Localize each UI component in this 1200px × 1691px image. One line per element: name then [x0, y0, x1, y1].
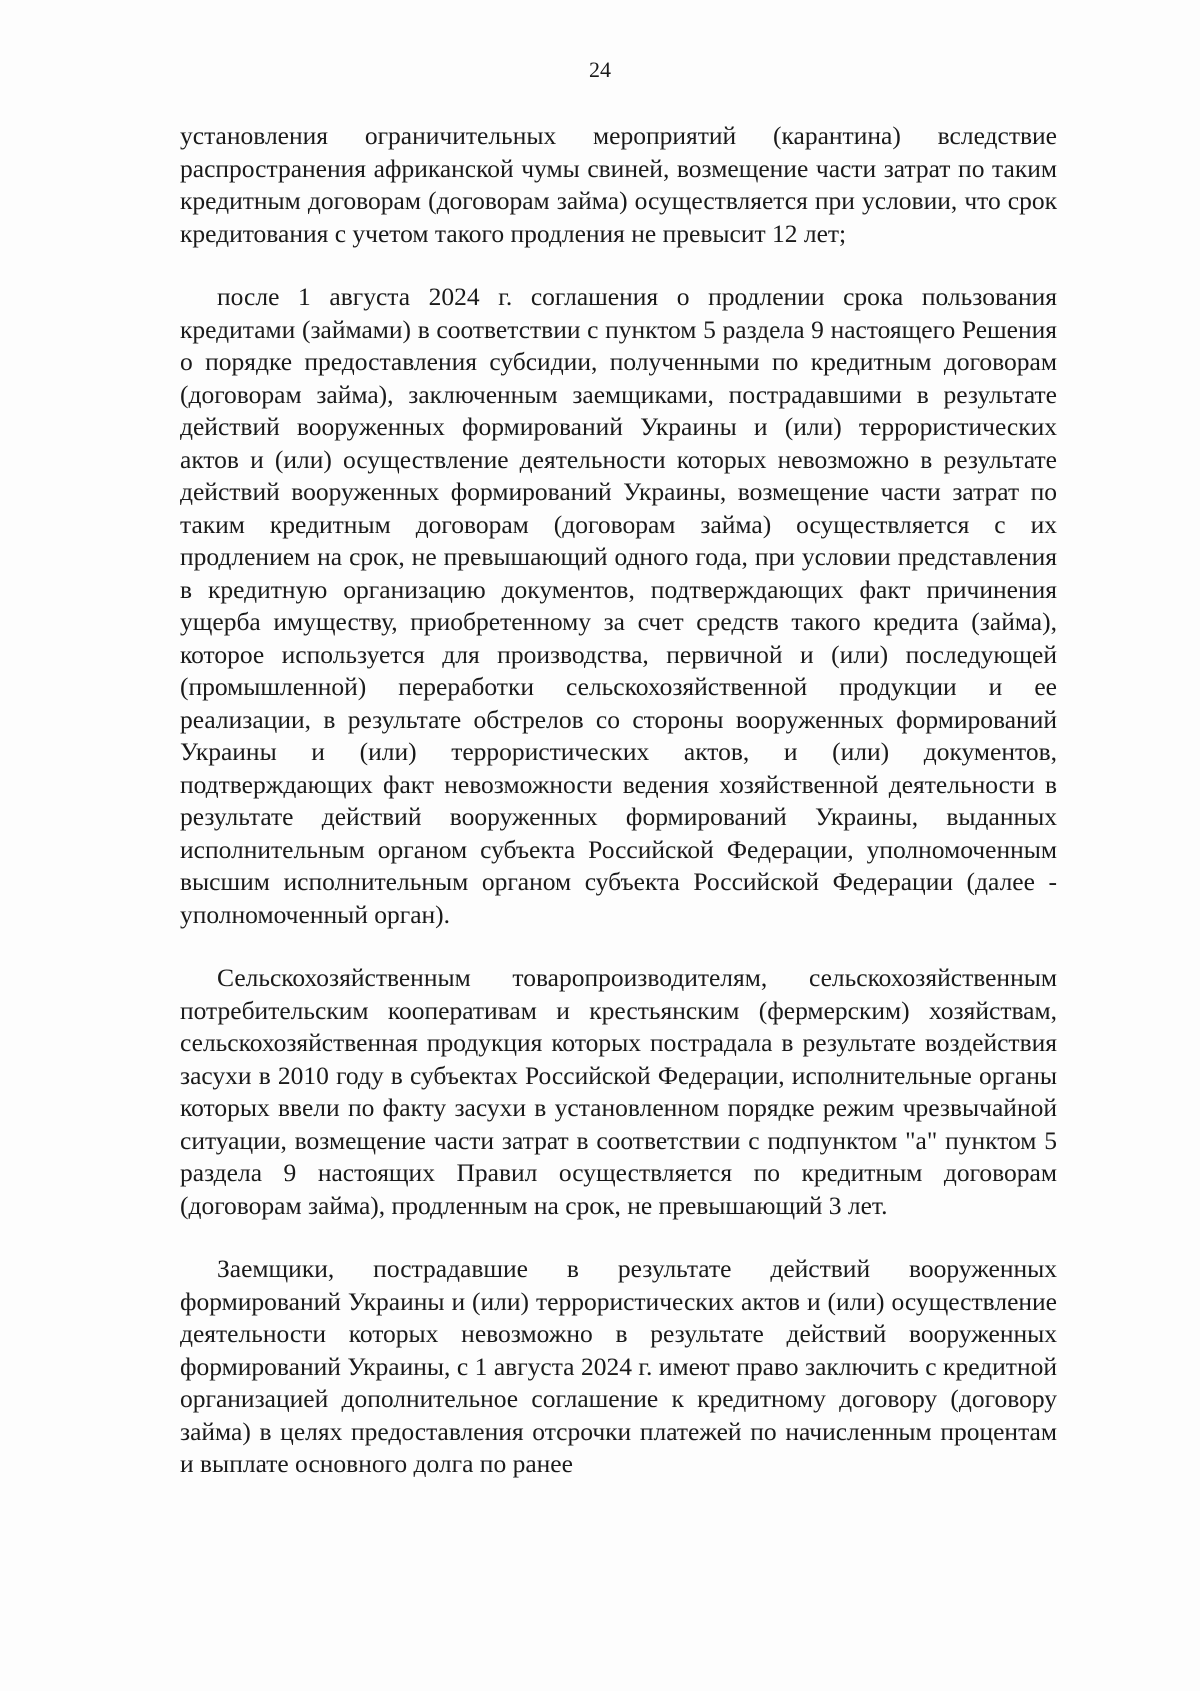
paragraph-drought: Сельскохозяйственным товаропроизводителям, сельскохозяйственным потребительским кооперативам и крестьянским (фермерским) хозяйствам, сельскохозяйственная продукция которых пострадала в результате воздействия засухи в 2010 году в субъектах Российской Федерации, исполнительные органы которых ввели по факту засухи в установленном порядке режим чрезвычайной ситуации, возмещение части затрат в соответствии с подпунктом "а" пунктом 5 раздела 9 настоящих Правил осуществляется по кредитным договорам (договорам займа), продленным на срок, не превышающий 3 лет. — [180, 963, 1057, 1220]
page-number: 24 — [589, 57, 611, 82]
paragraph-borrowers: Заемщики, пострадавшие в результате действий вооруженных формирований Украины и (или) террористических актов и (или) осуществление деятельности которых невозможно в результате действий вооруженных формирований Украины, с 1 августа 2024 г. имеют право заключить с кредитной организацией дополнительное соглашение к кредитному договору (договору займа) в целях предоставления отсрочки платежей по начисленным процентам и выплате основного долга по ранее — [180, 1254, 1057, 1478]
document-body — [180, 120, 1057, 1481]
paragraph-loan-extension: после 1 августа 2024 г. соглашения о продлении срока пользования кредитами (займами) в соответствии с пунктом 5 раздела 9 настоящего Решения о порядке предоставления субсидии, полученными по кредитным договорам (договорам займа), заключенным заемщиками, пострадавшими в результате действий вооруженных формирований Украины и (или) террористических актов и (или) осуществление деятельности которых невозможно в результате действий вооруженных формирований Украины, возмещение части затрат по таким кредитным договорам (договорам займа) осуществляется с их продлением на срок, не превышающий одного года, при условии представления в кредитную организацию документов, подтверждающих факт причинения ущерба имуществу, приобретенному за счет средств такого кредита (займа), которое используется для производства, первичной и (или) последующей (промышленной) переработки сельскохозяйственной продукции и ее реализации, в результате обстрелов со стороны вооруженных формирований Украины и (или) террористических актов, и (или) документов, подтверждающих факт невозможности ведения хозяйственной деятельности в результате действий вооруженных формирований Украины, выданных исполнительным органом субъекта Российской Федерации, уполномоченным высшим исполнительным органом субъекта Российской Федерации (далее - уполномоченный орган). — [180, 282, 1057, 929]
paragraph-continuation: установления ограничительных мероприятий (карантина) вследствие распространения африканской чумы свиней, возмещение части затрат по таким кредитным договорам (договорам займа) осуществляется при условии, что срок кредитования с учетом такого продления не превысит 12 лет; — [180, 121, 1057, 248]
